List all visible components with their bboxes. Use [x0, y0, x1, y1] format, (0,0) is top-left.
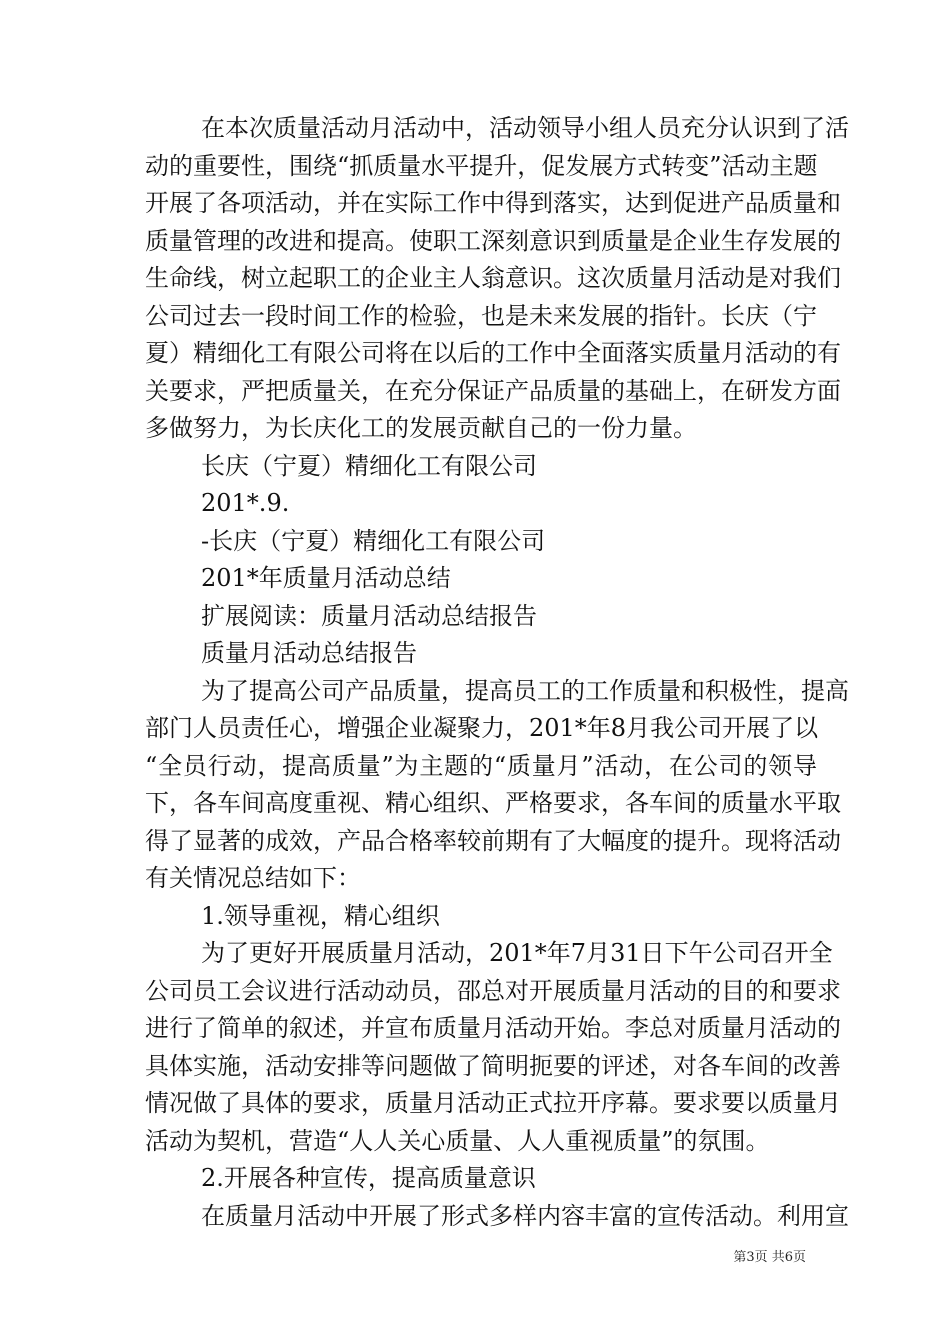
text-line: 公司员工会议进行活动动员，邵总对开展质量月活动的目的和要求 — [145, 976, 841, 1005]
text-line: 公司过去一段时间工作的检验，也是未来发展的指针。长庆（宁 — [145, 301, 817, 330]
text-line: 动的重要性，围绕“抓质量水平提升，促发展方式转变”活动主题 — [145, 151, 818, 180]
text-line: 长庆（宁夏）精细化工有限公司 — [201, 451, 537, 480]
text-line: 部门人员责任心，增强企业凝聚力，201*年8月我公司开展了以 — [145, 714, 819, 742]
text-line: 具体实施，活动安排等问题做了简明扼要的评述，对各车间的改善 — [145, 1051, 841, 1080]
text-line: -长庆（宁夏）精细化工有限公司 — [201, 526, 546, 555]
text-line: 得了显著的成效，产品合格率较前期有了大幅度的提升。现将活动 — [145, 826, 841, 855]
text-line: 开展了各项活动，并在实际工作中得到落实，达到促进产品质量和 — [145, 189, 841, 217]
text-line: 201*.9. — [201, 489, 290, 517]
text-line: 1.领导重视，精心组织 — [201, 901, 440, 930]
paragraph — [145, 598, 817, 636]
text-line: 扩展阅读：质量月活动总结报告 — [201, 601, 537, 630]
paragraph — [145, 110, 849, 448]
text-line: 质量管理的改进和提高。使职工深刻意识到质量是企业生存发展的 — [145, 226, 841, 255]
text-line: 夏）精细化工有限公司将在以后的工作中全面落实质量月活动的有 — [145, 339, 841, 367]
text-line: 质量月活动总结报告 — [201, 639, 417, 667]
paragraph — [145, 898, 817, 936]
paragraph — [145, 485, 817, 523]
text-line: 为了更好开展质量月活动，201*年7月31日下午公司召开全 — [201, 939, 833, 967]
text-line: 下，各车间高度重视、精心组织、严格要求，各车间的质量水平取 — [145, 789, 841, 817]
paragraph — [145, 560, 817, 598]
paragraph — [145, 673, 849, 898]
page-footer: 第3页 共6页 — [733, 1250, 806, 1265]
text-line: 活动为契机，营造“人人关心质量、人人重视质量”的氛围。 — [145, 1126, 770, 1155]
paragraph — [145, 635, 817, 673]
text-line: 有关情况总结如下： — [145, 864, 361, 892]
paragraph — [145, 935, 841, 1160]
paragraph — [145, 1160, 817, 1198]
text-line: 关要求，严把质量关，在充分保证产品质量的基础上，在研发方面 — [145, 376, 841, 405]
text-line: 情况做了具体的要求，质量月活动正式拉开序幕。要求要以质量月 — [145, 1089, 841, 1117]
text-line: 在本次质量活动月活动中，活动领导小组人员充分认识到了活 — [201, 114, 849, 142]
paragraph — [145, 448, 817, 486]
text-line: “全员行动，提高质量”为主题的“质量月”活动，在公司的领导 — [145, 751, 817, 780]
document-body — [145, 110, 849, 1235]
paragraph — [145, 523, 817, 561]
paragraph — [145, 1198, 849, 1236]
text-line: 2.开展各种宣传，提高质量意识 — [201, 1164, 536, 1192]
text-line: 生命线，树立起职工的企业主人翁意识。这次质量月活动是对我们 — [145, 264, 841, 292]
text-line: 201*年质量月活动总结 — [201, 564, 451, 592]
text-line: 在质量月活动中开展了形式多样内容丰富的宣传活动。利用宣 — [201, 1201, 849, 1230]
text-line: 进行了简单的叙述，并宣布质量月活动开始。李总对质量月活动的 — [145, 1014, 841, 1042]
text-line: 多做努力，为长庆化工的发展贡献自己的一份力量。 — [145, 414, 697, 442]
text-line: 为了提高公司产品质量，提高员工的工作质量和积极性，提高 — [201, 676, 849, 705]
